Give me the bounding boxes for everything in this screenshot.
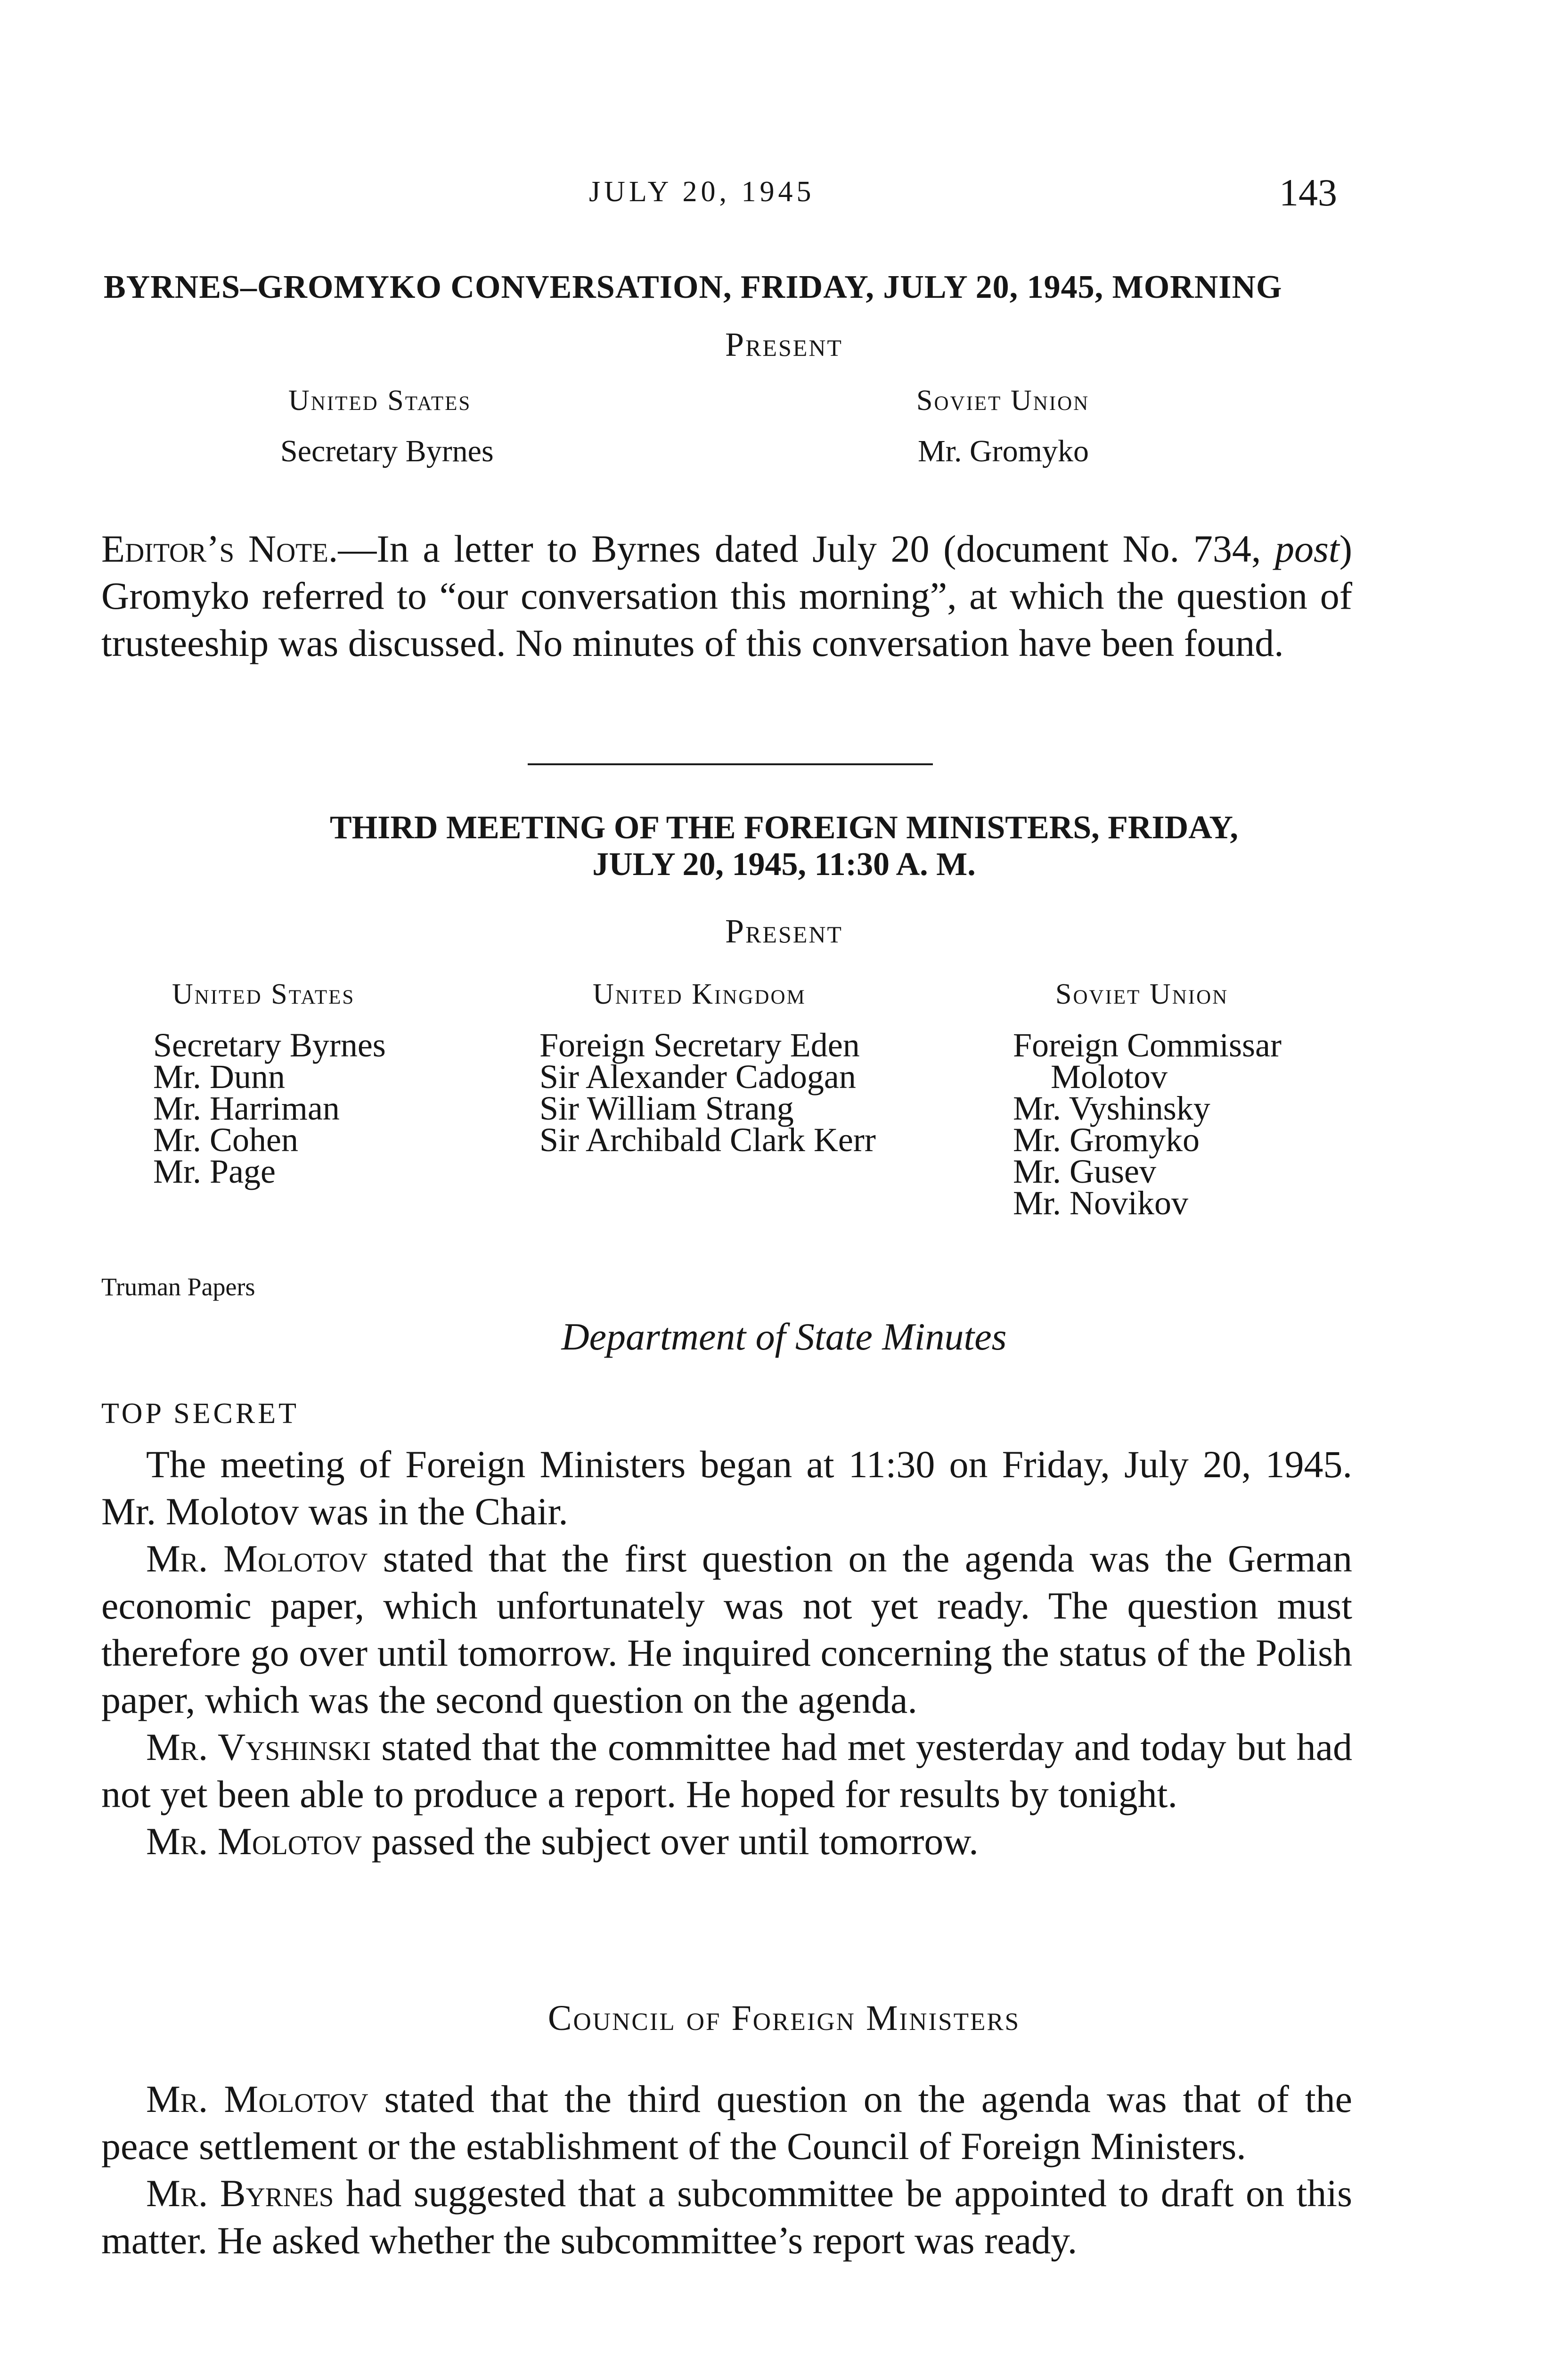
section-divider: [528, 763, 933, 765]
list-item: Sir William Strang: [539, 1089, 794, 1127]
soviet-heading: Soviet Union: [916, 384, 1090, 417]
paragraph: [101, 2076, 1352, 2170]
classification-label: TOP SECRET: [101, 1398, 300, 1430]
paragraph: [101, 1535, 1352, 1724]
uk-heading: United Kingdom: [593, 978, 806, 1010]
list-item: Sir Alexander Cadogan: [539, 1058, 856, 1096]
paragraph-text: The meeting of Foreign Ministers began at 11:30 on Friday, July 20, 1945. Mr. Molotov was in the Chair.: [101, 1443, 1352, 1533]
minutes-title-text: Department of State Minutes: [561, 1315, 1007, 1358]
present-label-2: Present: [725, 912, 843, 950]
paragraph: [101, 1818, 1352, 1865]
present-label: Present: [725, 326, 843, 363]
meeting-title-line2: JULY 20, 1945, 11:30 A. M.: [592, 846, 976, 883]
list-item: Mr. Novikov: [1013, 1184, 1189, 1222]
subheading: Council of Foreign Ministers: [547, 1998, 1021, 2038]
list-item: Mr. Gusev: [1013, 1153, 1156, 1190]
page-number: 143: [1279, 171, 1337, 214]
paragraph: [101, 1724, 1352, 1818]
running-head: JULY 20, 1945: [589, 176, 815, 208]
paragraph: [101, 1441, 1352, 1535]
us-member: Secretary Byrnes: [280, 434, 494, 468]
list-item: Mr. Vyshinsky: [1013, 1089, 1210, 1127]
paragraph-text: had suggested that a subcommittee be appointed to draft on this matter. He asked whether the subcommittee’s report was ready.: [101, 2172, 1352, 2262]
speaker: Mr. Molotov: [146, 2078, 368, 2120]
source-note: Truman Papers: [101, 1273, 255, 1301]
speaker: Mr. Byrnes: [146, 2172, 334, 2215]
list-item: Mr. Cohen: [153, 1121, 299, 1159]
list-item: Sir Archibald Clark Kerr: [539, 1121, 876, 1159]
meeting-title-line1: THIRD MEETING OF THE FOREIGN MINISTERS, FRIDAY,: [330, 810, 1238, 846]
editors-note: [101, 525, 1352, 667]
list-item: Molotov: [1051, 1058, 1168, 1096]
paragraph-text: passed the subject over until tomorrow.: [362, 1820, 979, 1863]
paragraph-text: stated that the committee had met yesterday and today but had not yet been able to produce a report. He hoped for results by tonight.: [101, 1726, 1353, 1816]
paragraph-text: stated that the first question on the agenda was the German economic paper, which unfortunately was not yet ready. The question must therefore go over until tomorrow. He inquired concerning the status of the Polish paper, which was the second question on the agenda.: [101, 1537, 1352, 1721]
list-item: Mr. Dunn: [153, 1058, 286, 1096]
list-item: Foreign Secretary Eden: [539, 1026, 860, 1064]
soviet-delegation-list: [1013, 1026, 1282, 1222]
list-item: Foreign Commissar: [1013, 1026, 1282, 1064]
list-item: Mr. Page: [153, 1153, 276, 1190]
minutes-title: [0, 1315, 1568, 1359]
uk-delegation-list: [539, 1026, 876, 1159]
editors-note-text-end: ) Gromyko referred to “our conversation this morning”, at which the question of trusteeship was discussed. No minutes of this conversation have been found.: [101, 527, 1352, 664]
us-heading-2: United States: [172, 978, 355, 1010]
speaker: Mr. Molotov: [146, 1537, 368, 1580]
paragraph: [101, 2170, 1352, 2264]
editors-note-post: post: [1274, 527, 1339, 570]
speaker: Mr. Molotov: [146, 1820, 362, 1863]
editors-note-label: Editor’s Note.: [101, 527, 338, 570]
soviet-heading-2: Soviet Union: [1055, 978, 1229, 1010]
editors-note-text: —In a letter to Byrnes dated July 20 (document No. 734,: [338, 527, 1275, 570]
list-item: Mr. Harriman: [153, 1089, 340, 1127]
us-delegation-list: [153, 1026, 386, 1190]
paragraph-text: stated that the third question on the agenda was that of the peace settlement or the establishment of the Council of Foreign Ministers.: [101, 2078, 1353, 2168]
list-item: Secretary Byrnes: [153, 1026, 386, 1064]
us-heading: United States: [288, 384, 472, 417]
conversation-title: BYRNES–GROMYKO CONVERSATION, FRIDAY, JULY 20, 1945, MORNING: [104, 269, 1282, 305]
list-item: Mr. Gromyko: [1013, 1121, 1200, 1159]
minutes-body: [101, 1441, 1352, 1865]
minutes-body-2: [101, 2076, 1352, 2264]
soviet-member: Mr. Gromyko: [918, 434, 1089, 468]
speaker: Mr. Vyshinski: [146, 1726, 371, 1768]
